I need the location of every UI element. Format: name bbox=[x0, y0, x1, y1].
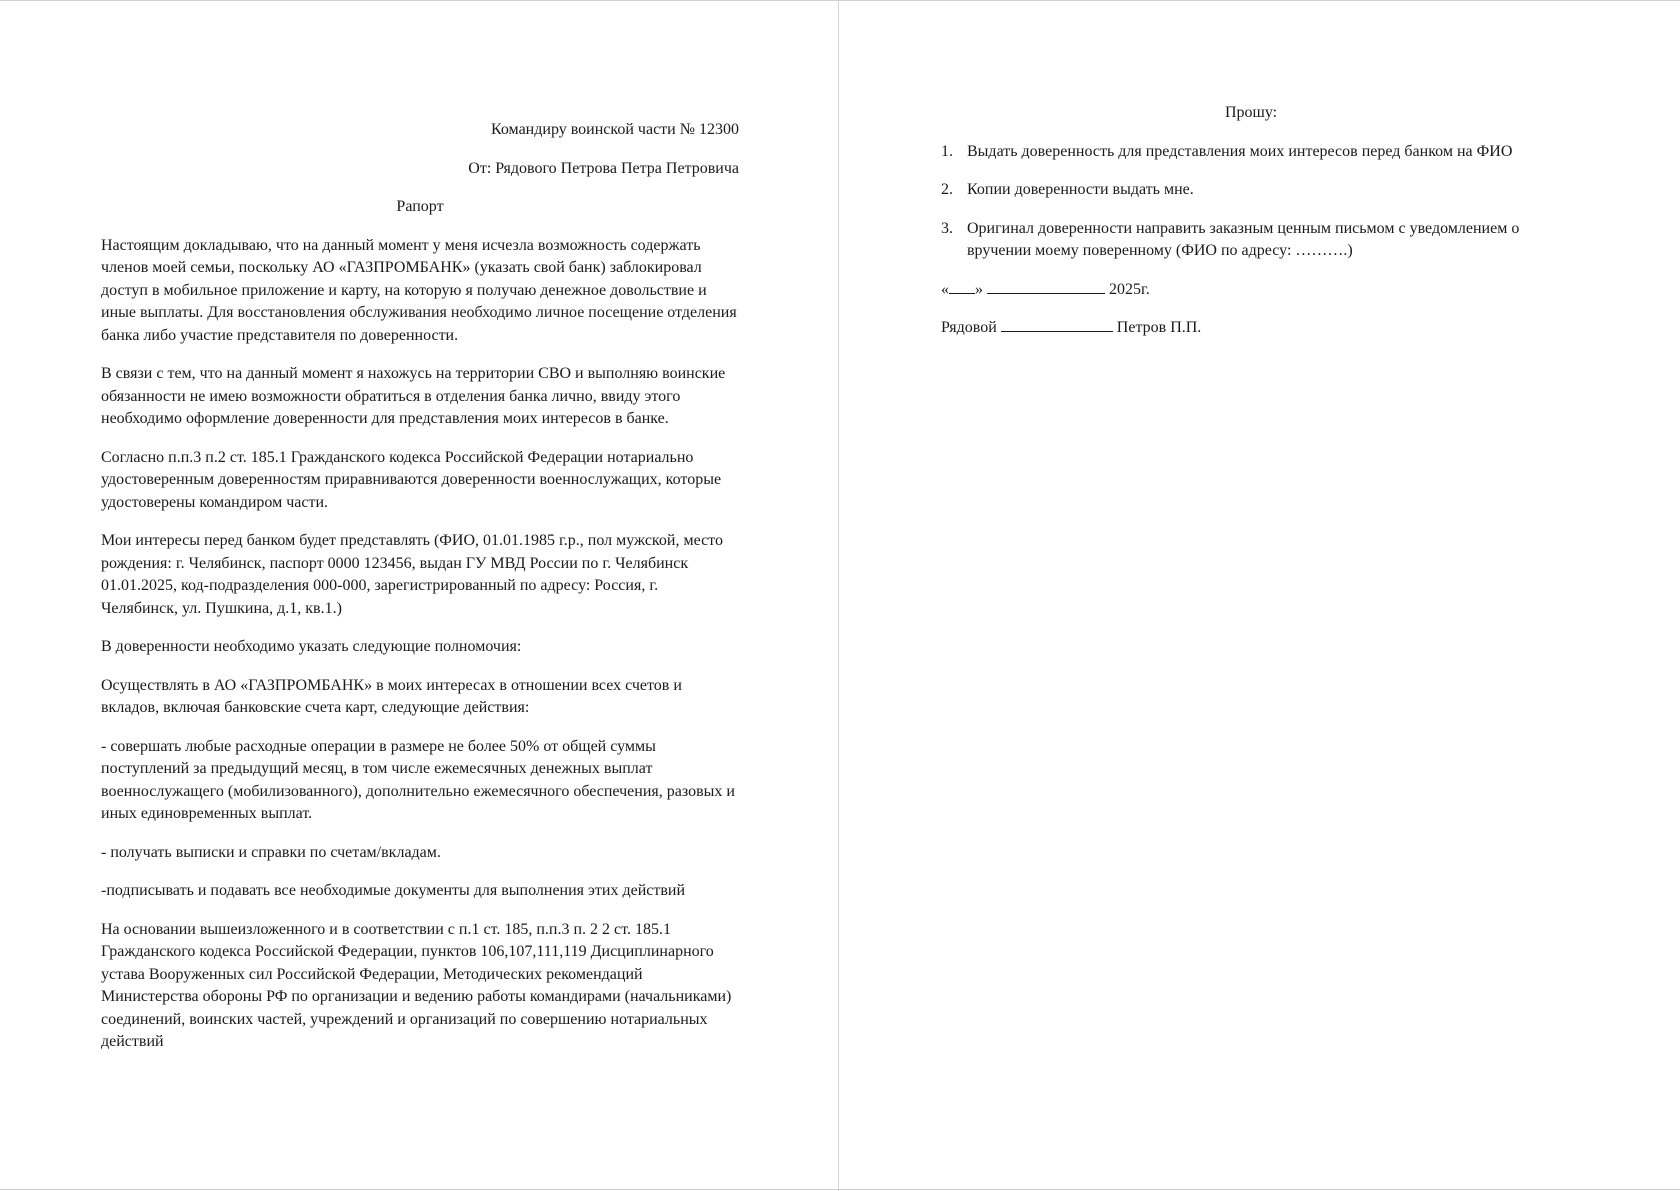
paragraph: Мои интересы перед банком будет представлять (ФИО, 01.01.1985 г.р., пол мужской, место рождения: г. Челябинск, паспорт 0000 123456, выдан ГУ МВД России по г. Челябинск 01.01.2025, код-подразделения 000-000, зарегистрированный по адресу: Россия, г. Челябинск, ул. Пушкина, д.1, кв.1.) bbox=[101, 532, 723, 617]
request-heading: Прошу: bbox=[1224, 104, 1278, 121]
signature-blank-line bbox=[1001, 317, 1113, 332]
list-item bbox=[941, 218, 1561, 263]
paragraph: Настоящим докладываю, что на данный момент у меня исчезла возможность содержать членов моей семьи, поскольку АО «ГАЗПРОМБАНК» (указать свой банк) заблокировал доступ в мобильное приложение и карту, на которую я получаю денежное довольствие и иные выплаты. Для восстановления обслуживания необходимо личное посещение отделения банка либо участие представителя по доверенности. bbox=[101, 236, 737, 344]
document-title: Рапорт bbox=[396, 198, 444, 215]
day-blank-line bbox=[949, 279, 975, 294]
date-close-quote: » bbox=[975, 280, 983, 298]
paragraph: Согласно п.п.3 п.2 ст. 185.1 Гражданского кодекса Российской Федерации нотариально удостоверенным доверенностям приравниваются доверенности военнослужащих, которые удостоверены командиром части. bbox=[101, 448, 722, 511]
list-item-number: 3. bbox=[941, 219, 953, 237]
addressee-line: Командиру воинской части № 12300 bbox=[490, 121, 739, 138]
paragraph: На основании вышеизложенного и в соответствии с п.1 ст. 185, п.п.3 п. 2 2 ст. 185.1 Гражданского кодекса Российской Федерации, пунктов 106,107,111,119 Дисциплинарного устава Вооруженных сил Российской Федерации, Методических рекомендаций Министерства обороны РФ по организации и ведению работы командирами (начальниками) соединений, воинских частей, учреждений и организаций по совершению нотариальных действий bbox=[101, 920, 732, 1050]
page-1-content bbox=[101, 119, 739, 1070]
list-item-number: 1. bbox=[941, 142, 953, 160]
request-list bbox=[941, 141, 1561, 263]
list-item bbox=[941, 141, 1561, 164]
date-year: 2025г. bbox=[1109, 280, 1150, 298]
list-item-text: Копии доверенности выдать мне. bbox=[967, 181, 1194, 198]
list-item-text: Выдать доверенность для представления моих интересов перед банком на ФИО bbox=[967, 142, 1513, 160]
date-open-quote: « bbox=[941, 280, 949, 298]
signature-line bbox=[941, 317, 1561, 340]
list-item-number: 2. bbox=[941, 181, 953, 198]
signature-rank: Рядовой bbox=[941, 319, 997, 336]
date-line bbox=[941, 279, 1561, 302]
paragraph: -подписывать и подавать все необходимые документы для выполнения этих действий bbox=[101, 882, 686, 899]
paragraph: - совершать любые расходные операции в размере не более 50% от общей суммы поступлений за предыдущий месяц, в том числе ежемесячных денежных выплат военнослужащего (мобилизованного), дополнительно ежемесячного обеспечения, разовых и иных единовременных выплат. bbox=[101, 737, 735, 822]
sender-line: От: Рядового Петрова Петра Петровича bbox=[468, 159, 739, 177]
list-item bbox=[941, 179, 1561, 202]
list-item-text: Оригинал доверенности направить заказным ценным письмом с уведомлением о вручении моему поверенному (ФИО по адресу: ……….) bbox=[967, 219, 1520, 259]
paragraph: - получать выписки и справки по счетам/вкладам. bbox=[101, 843, 441, 861]
signature-name: Петров П.П. bbox=[1116, 319, 1202, 336]
page-2-content bbox=[941, 102, 1561, 356]
paragraph: Осуществлять в АО «ГАЗПРОМБАНК» в моих интересах в отношении всех счетов и вкладов, включая банковские счета карт, следующие действия: bbox=[101, 676, 682, 716]
paragraph: В доверенности необходимо указать следующие полномочия: bbox=[101, 638, 522, 655]
month-blank-line bbox=[987, 279, 1105, 294]
paragraph: В связи с тем, что на данный момент я нахожусь на территории СВО и выполняю воинские обязанности не имею возможности обратиться в отделения банка лично, ввиду этого необходимо оформление доверенности для представления моих интересов в банке. bbox=[101, 365, 726, 427]
